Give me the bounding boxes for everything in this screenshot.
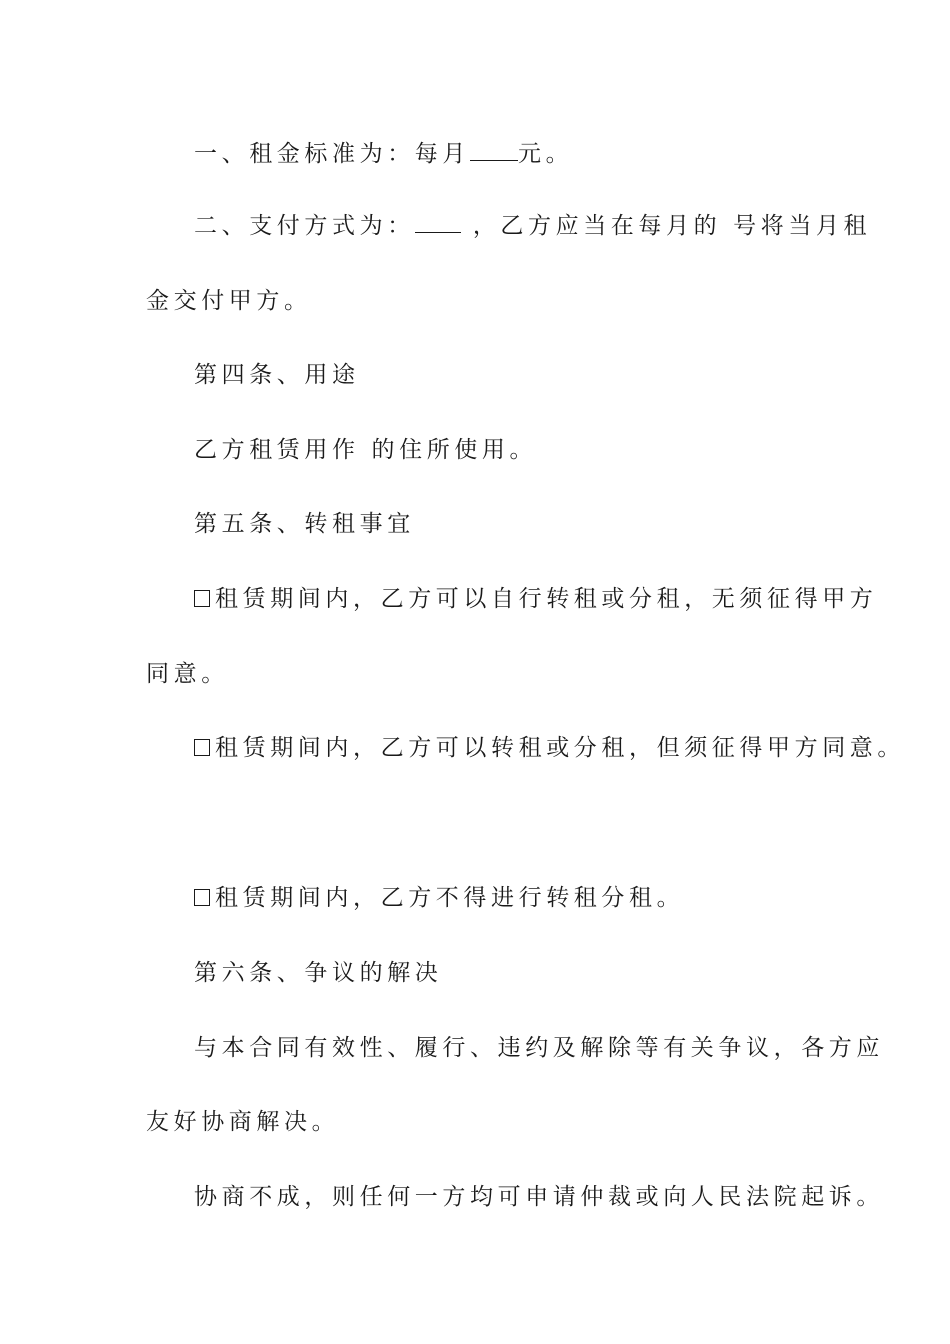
article-4-body: 乙方租赁用作 的住所使用。	[194, 437, 538, 463]
checkbox-icon[interactable]	[194, 590, 210, 607]
rent-standard-unit: 元。	[518, 141, 574, 167]
article-6-heading: 第六条、争议的解决	[194, 960, 443, 986]
sublet-option-3	[194, 883, 684, 913]
checkbox-icon[interactable]	[194, 739, 210, 756]
rent-standard-clause	[194, 138, 573, 169]
payment-method-blank	[415, 210, 461, 233]
article-6-body-continuation: 友好协商解决。	[146, 1109, 340, 1135]
sublet-option-3-text: 租赁期间内，乙方不得进行转租分租。	[215, 885, 685, 911]
sublet-option-2-text: 租赁期间内，乙方可以转租或分租，但须征得甲方同意。	[215, 735, 905, 761]
payment-method-label: 二、支付方式为：	[194, 213, 415, 239]
payment-method-text: ，乙方应当在每月的 号将当月租	[472, 213, 872, 239]
article-6-arbitration: 协商不成，则任何一方均可申请仲裁或向人民法院起诉。	[194, 1184, 884, 1210]
article-4-heading: 第四条、用途	[194, 362, 360, 388]
sublet-option-1	[194, 584, 877, 614]
payment-method-continuation: 金交付甲方。	[146, 288, 312, 314]
payment-method-clause	[194, 210, 871, 241]
rent-amount-blank	[470, 138, 518, 161]
sublet-option-2	[194, 733, 905, 763]
rent-standard-label: 一、租金标准为：每月	[194, 141, 470, 167]
checkbox-icon[interactable]	[194, 889, 210, 906]
article-6-body: 与本合同有效性、履行、违约及解除等有关争议，各方应	[194, 1035, 884, 1061]
sublet-option-1-text: 租赁期间内，乙方可以自行转租或分租，无须征得甲方	[215, 586, 878, 612]
article-5-heading: 第五条、转租事宜	[194, 511, 415, 537]
sublet-option-1-continuation: 同意。	[146, 661, 229, 687]
